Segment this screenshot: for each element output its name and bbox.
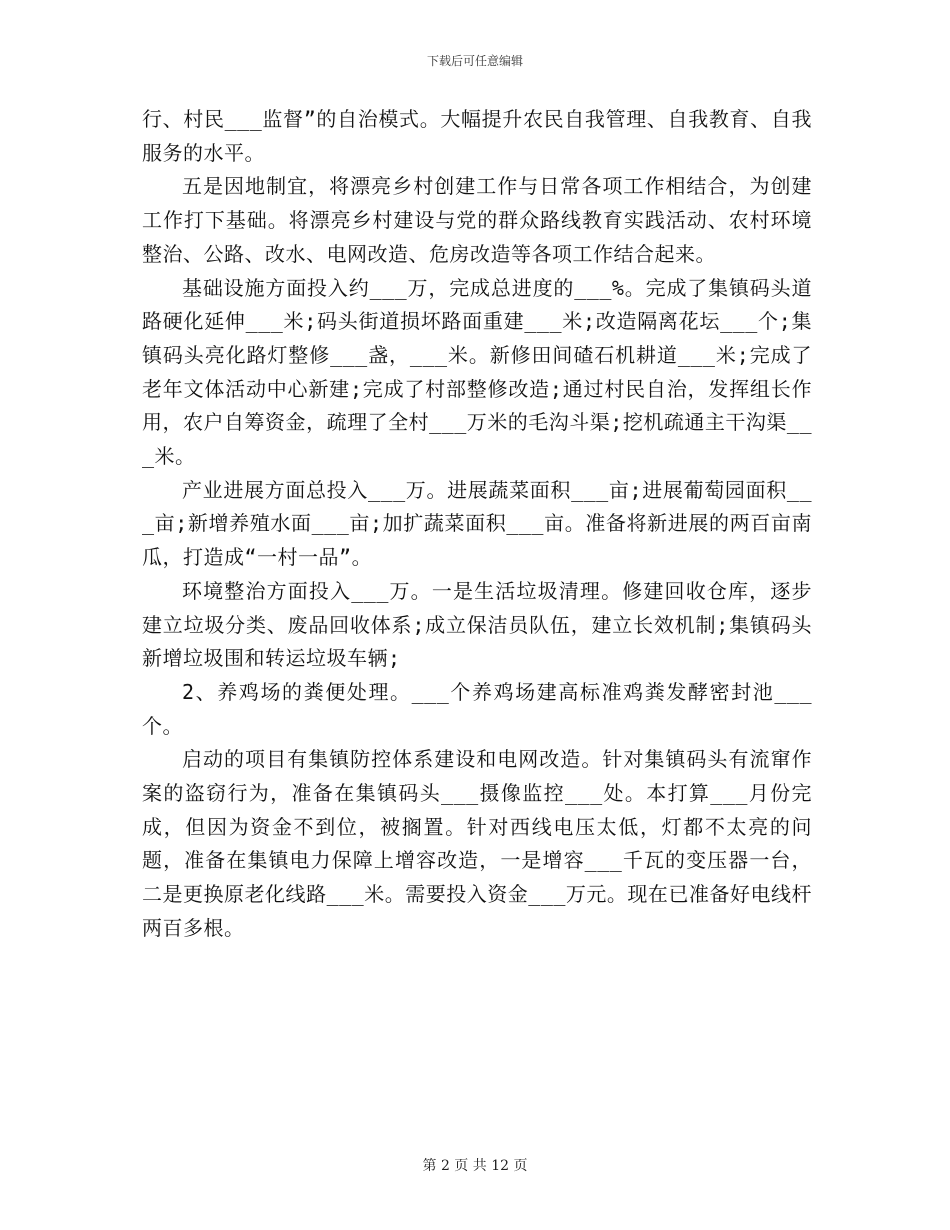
paragraph-industry: 产业进展方面总投入___万。进展蔬菜面积___亩;进展葡萄园面积___亩;新增养殖水面___亩;加扩蔬菜面积___亩。准备将新进展的两百亩南瓜，打造成“一村一品”。 (142, 477, 812, 570)
paragraph-continuation: 行、村民___监督”的自治模式。大幅提升农民自我管理、自我教育、自我服务的水平。 (142, 107, 812, 165)
paragraph-local-conditions: 五是因地制宜，将漂亮乡村创建工作与日常各项工作相结合，为创建工作打下基础。将漂亮乡村建设与党的群众路线教育实践活动、农村环境整治、公路、改水、电网改造、危房改造等各项工作结合起来。 (142, 174, 812, 266)
document-body (142, 103, 812, 946)
page-header: 下载后可任意编辑 (426, 54, 523, 68)
paragraph-environment: 环境整治方面投入___万。一是生活垃圾清理。修建回收仓库，逐步建立垃圾分类、废品回收体系;成立保洁员队伍，建立长效机制;集镇码头新增垃圾围和转运垃圾车辆; (142, 578, 812, 671)
page-number: 第 2 页 共 12 页 (422, 1158, 528, 1174)
paragraph-infrastructure: 基础设施方面投入约___万，完成总进度的___%。完成了集镇码头道路硬化延伸___米;码头街道损坏路面重建___米;改造隔离花坛___个;集镇码头亮化路灯整修___盏，___米。新修田间碴石机耕道___米;完成了老年文体活动中心新建;完成了村部整修改造;通过村民自治，发挥组长作用，农户自筹资金，疏理了全村___万米的毛沟斗渠;挖机疏通主干沟渠___米。 (142, 275, 812, 469)
paragraph-projects: 启动的项目有集镇防控体系建设和电网改造。针对集镇码头有流窜作案的盗窃行为，准备在集镇码头___摄像监控___处。本打算___月份完成，但因为资金不到位，被搁置。针对西线电压太低，灯都不太亮的问题，准备在集镇电力保障上增容改造，一是增容___千瓦的变压器一台，二是更换原老化线路___米。需要投入资金___万元。现在已准备好电线杆两百多根。 (142, 747, 812, 940)
paragraph-poultry-waste: 2、养鸡场的粪便处理。___个养鸡场建高标准鸡粪发酵密封池___个。 (142, 679, 812, 738)
